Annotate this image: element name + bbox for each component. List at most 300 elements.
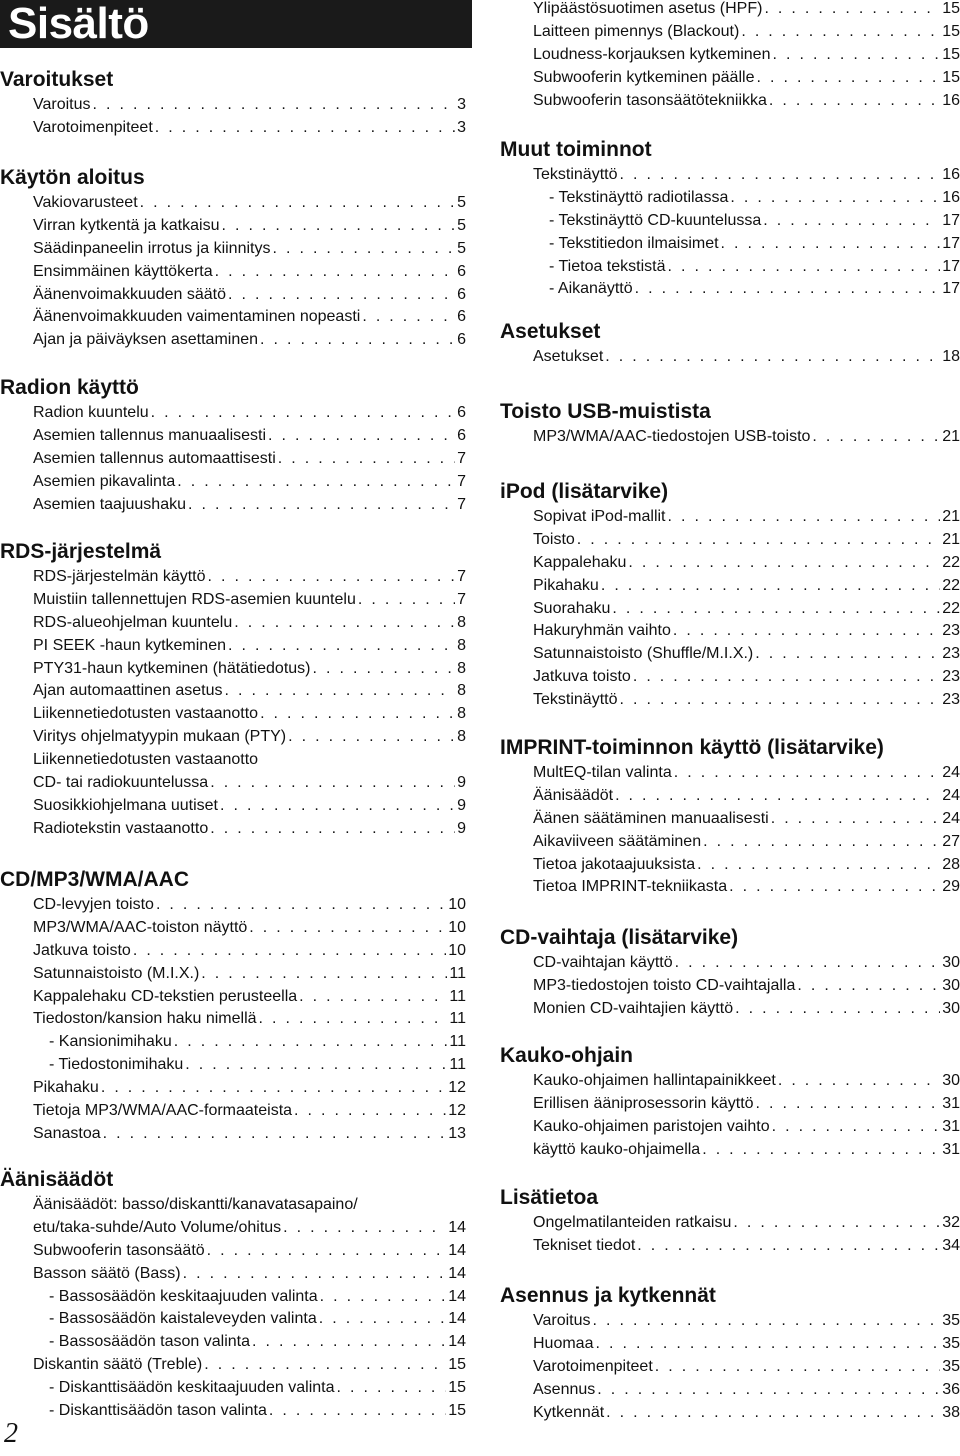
toc-entry	[33, 284, 466, 307]
dot-leader	[595, 1333, 940, 1356]
toc-entry	[33, 963, 466, 986]
section-heading: CD/MP3/WMA/AAC	[0, 868, 189, 891]
toc-entry	[33, 261, 466, 284]
entry-page: 8	[457, 682, 466, 700]
entry-title: Liikennetiedotusten vastaanotto	[33, 705, 259, 723]
entry-title: Varoitus	[533, 1312, 591, 1329]
entry-page: 30	[942, 954, 960, 971]
dot-leader	[668, 256, 941, 279]
toc-entry	[533, 1356, 960, 1379]
dot-leader	[721, 233, 941, 256]
dot-leader	[260, 329, 455, 352]
toc-entry	[33, 1377, 466, 1400]
toc-entry	[33, 658, 466, 681]
entry-page: 35	[942, 1357, 960, 1375]
section-heading: Muut toiminnot	[500, 138, 652, 161]
entry-title: Pikahaku	[33, 1079, 99, 1097]
entry-page: 14	[448, 1218, 466, 1236]
entry-title: Viritys ohjelmatyypin mukaan (PTY)	[33, 728, 287, 746]
entry-list	[500, 1070, 960, 1162]
section-heading: Radion käyttö	[0, 376, 139, 399]
entry-title: - Diskanttisäädön keskitaajuuden valinta	[49, 1379, 335, 1397]
entry-page: 5	[457, 194, 466, 211]
entry-page: 8	[457, 705, 466, 723]
toc-entry	[533, 21, 960, 44]
toc-section	[500, 478, 960, 712]
section-heading: Asetukset	[500, 320, 601, 343]
dot-leader	[224, 680, 455, 703]
entry-title: - Tekstinäyttö radiotilassa	[549, 188, 729, 206]
entry-title: Monien CD-vaihtajien käyttö	[533, 999, 734, 1017]
entry-list	[500, 426, 960, 449]
entry-page: 16	[942, 166, 960, 183]
entry-title: Kauko-ohjaimen paristojen vaihto	[533, 1117, 770, 1135]
dot-leader	[288, 726, 455, 749]
toc-section	[500, 0, 960, 112]
entry-title: käyttö kauko-ohjaimella	[533, 1140, 701, 1158]
entry-title: MP3-tiedostojen toisto CD-vaihtajalla	[533, 976, 796, 994]
dot-leader	[151, 402, 455, 425]
entry-title: RDS-alueohjelman kuuntelu	[33, 613, 233, 631]
dot-leader	[615, 785, 940, 808]
entry-page: 10	[448, 918, 466, 936]
entry-page: 24	[942, 786, 960, 804]
entry-page: 6	[457, 262, 466, 280]
entry-page: 15	[942, 68, 960, 86]
dot-leader	[358, 589, 455, 612]
toc-entry	[33, 986, 466, 1009]
entry-page: 6	[457, 285, 466, 303]
entry-page: 7	[457, 495, 466, 513]
toc-entry	[33, 192, 466, 215]
entry-page: 11	[449, 964, 466, 982]
entry-page: 14	[448, 1241, 466, 1259]
section-heading: Varoitukset	[0, 68, 114, 91]
dot-leader	[103, 1123, 447, 1146]
entry-title: Ylipäästösuotimen asetus (HPF)	[533, 0, 763, 17]
dot-leader	[655, 1356, 940, 1379]
entry-page: 27	[942, 832, 960, 850]
entry-list	[500, 1310, 960, 1424]
toc-entry	[33, 238, 466, 261]
dot-leader	[319, 1308, 446, 1331]
entry-title: MP3/WMA/AAC-tiedostojen USB-toisto	[533, 428, 811, 445]
dot-leader	[741, 21, 940, 44]
entry-page: 35	[942, 1312, 960, 1329]
entry-title: Äänenvoimakkuuden säätö	[33, 285, 227, 303]
dot-leader	[140, 192, 455, 215]
entry-page: 30	[942, 999, 960, 1017]
dot-leader	[633, 666, 940, 689]
dot-leader	[208, 566, 456, 589]
toc-entry	[33, 117, 466, 140]
entry-page: 22	[942, 599, 960, 617]
toc-entry	[533, 426, 960, 449]
toc-entry	[33, 795, 466, 818]
entry-title: etu/taka-suhde/Auto Volume/ohitus	[33, 1218, 282, 1236]
entry-title: Diskantin säätö (Treble)	[33, 1356, 203, 1374]
toc-entry	[533, 1402, 960, 1425]
dot-leader	[210, 818, 455, 841]
toc-entry	[533, 233, 960, 256]
entry-page: 9	[457, 796, 466, 814]
toc-entry	[33, 818, 466, 841]
entry-page: 28	[942, 855, 960, 873]
entry-page: 3	[457, 118, 466, 136]
dot-leader	[769, 90, 940, 113]
entry-page: 21	[942, 530, 960, 548]
entry-list	[500, 1212, 960, 1258]
entry-page: 8	[457, 613, 466, 631]
toc-section	[0, 538, 466, 841]
toc-entry	[533, 666, 960, 689]
entry-page: 24	[942, 764, 960, 781]
dot-leader	[252, 1331, 446, 1354]
entry-list	[500, 952, 960, 1021]
entry-page: 6	[457, 426, 466, 444]
entry-page: 15	[448, 1356, 466, 1374]
entry-title: Asennus	[533, 1380, 596, 1398]
entry-page: 10	[448, 896, 466, 913]
toc-section	[0, 1166, 466, 1423]
entry-title: Liikennetiedotusten vastaanotto	[33, 751, 259, 769]
entry-title: RDS-järjestelmän käyttö	[33, 568, 206, 585]
section-heading: iPod (lisätarvike)	[500, 480, 669, 503]
section-heading: RDS-järjestelmä	[0, 540, 162, 563]
toc-entry	[533, 256, 960, 279]
entry-page: 36	[942, 1380, 960, 1398]
entry-page: 15	[942, 0, 960, 17]
toc-entry	[33, 471, 466, 494]
entry-title: - Bassosäädön tason valinta	[49, 1333, 251, 1351]
entry-title: Tiedoston/kansion haku nimellä	[33, 1010, 257, 1028]
entry-title: Hakuryhmän vaihto	[533, 622, 671, 640]
entry-title: Ongelmatilanteiden ratkaisu	[533, 1214, 732, 1231]
entry-title: Asemien tallennus manuaalisesti	[33, 426, 267, 444]
toc-entry	[533, 762, 960, 785]
entry-page: 5	[457, 239, 466, 257]
dot-leader	[735, 998, 940, 1021]
entry-title: CD- tai radiokuuntelussa	[33, 774, 209, 792]
entry-title: Subwooferin tasonsäätö	[33, 1241, 205, 1259]
toc-section	[500, 1184, 960, 1258]
dot-leader	[812, 426, 940, 449]
entry-title: - Tekstitiedon ilmaisimet	[549, 234, 719, 252]
dot-leader	[675, 952, 941, 975]
dot-leader	[764, 0, 940, 21]
entry-title: Tietoja MP3/WMA/AAC-formaateista	[33, 1102, 293, 1120]
entry-title: - Diskanttisäädön tason valinta	[49, 1402, 267, 1420]
dot-leader	[177, 471, 455, 494]
entry-title: Sanastoa	[33, 1124, 101, 1142]
entry-title: Äänen säätäminen manuaalisesti	[533, 809, 769, 827]
dot-leader	[283, 1217, 446, 1240]
entry-list	[0, 566, 466, 841]
toc-entry	[33, 425, 466, 448]
entry-list	[500, 762, 960, 899]
dot-leader	[204, 1354, 446, 1377]
dot-leader	[703, 831, 940, 854]
toc-entry	[33, 1077, 466, 1100]
dot-leader	[294, 1100, 446, 1123]
entry-title: - Bassosäädön kaistaleveyden valinta	[49, 1310, 317, 1328]
toc-entry	[33, 1286, 466, 1309]
toc-entry	[33, 1354, 466, 1377]
entry-list	[0, 1194, 466, 1423]
dot-leader	[337, 1377, 447, 1400]
entry-page: 23	[942, 691, 960, 709]
dot-leader	[756, 67, 940, 90]
toc-entry	[33, 1308, 466, 1331]
entry-title: Toisto	[533, 530, 575, 548]
dot-leader	[234, 612, 455, 635]
dot-leader	[606, 1402, 940, 1425]
dot-leader	[101, 1077, 446, 1100]
toc-entry	[533, 854, 960, 877]
entry-title: Subwooferin tasonsäätötekniikka	[533, 91, 767, 109]
entry-title: Tietoa jakotaajuuksista	[533, 855, 696, 873]
dot-leader	[188, 494, 455, 517]
entry-title: - Tietoa tekstistä	[549, 257, 666, 275]
toc-entry	[533, 278, 960, 301]
dot-leader	[668, 506, 941, 529]
toc-entry	[33, 772, 466, 795]
entry-title: MP3/WMA/AAC-toiston näyttö	[33, 918, 248, 936]
toc-section	[500, 1282, 960, 1424]
toc-entry	[33, 589, 466, 612]
toc-entry	[33, 94, 466, 117]
section-heading: IMPRINT-toiminnon käyttö (lisätarvike)	[500, 736, 884, 759]
entry-page: 12	[448, 1079, 466, 1097]
dot-leader	[635, 278, 941, 301]
toc-entry	[533, 346, 960, 369]
toc-entry	[33, 749, 466, 772]
dot-leader	[278, 448, 455, 471]
entry-title: Radion kuuntelu	[33, 404, 149, 421]
toc-entry	[33, 329, 466, 352]
entry-title: Kauko-ohjaimen hallintapainikkeet	[533, 1072, 776, 1089]
entry-page: 22	[942, 576, 960, 594]
entry-page: 17	[942, 234, 960, 252]
entry-title: - Bassosäädön keskitaajuuden valinta	[49, 1287, 318, 1305]
entry-page: 13	[448, 1124, 466, 1142]
dot-leader	[133, 940, 446, 963]
toc-entry	[533, 598, 960, 621]
dot-leader	[772, 1116, 941, 1139]
toc-entry	[33, 1217, 466, 1240]
entry-list	[0, 94, 466, 140]
toc-section	[0, 164, 466, 352]
entry-page: 12	[448, 1102, 466, 1120]
toc-entry	[533, 1333, 960, 1356]
toc-entry	[533, 975, 960, 998]
dot-leader	[772, 44, 940, 67]
dot-leader	[755, 643, 940, 666]
entry-page: 17	[942, 280, 960, 298]
entry-title: Asemien pikavalinta	[33, 472, 176, 490]
entry-page: 23	[942, 622, 960, 640]
entry-title: CD-levyjen toisto	[33, 896, 154, 913]
page-title: Sisältö	[0, 0, 472, 48]
toc-entry	[33, 703, 466, 726]
entry-title: PI SEEK -haun kytkeminen	[33, 636, 226, 654]
dot-leader	[210, 772, 455, 795]
toc-entry	[533, 998, 960, 1021]
toc-entry	[533, 164, 960, 187]
entry-title: Sopivat iPod-mallit	[533, 508, 666, 525]
dot-leader	[619, 689, 940, 712]
entry-page: 15	[448, 1379, 466, 1397]
entry-title: Basson säätö (Bass)	[33, 1264, 181, 1282]
dot-leader	[597, 1379, 940, 1402]
entry-list	[500, 506, 960, 712]
dot-leader	[619, 164, 940, 187]
entry-page: 23	[942, 645, 960, 663]
dot-leader	[228, 635, 455, 658]
entry-page: 30	[942, 976, 960, 994]
entry-page: 35	[942, 1334, 960, 1352]
dot-leader	[272, 238, 455, 261]
entry-page: 31	[942, 1140, 960, 1158]
entry-page: 8	[457, 728, 466, 746]
entry-list	[0, 402, 466, 516]
entry-title: MultEQ-tilan valinta	[533, 764, 672, 781]
entry-title: Loudness-korjauksen kytkeminen	[533, 45, 771, 63]
entry-title: Varoitus	[33, 96, 91, 113]
page-number: 2	[4, 1418, 18, 1449]
entry-title: Huomaa	[533, 1334, 594, 1352]
entry-page: 16	[942, 188, 960, 206]
entry-title: Suosikkiohjelmana uutiset	[33, 796, 218, 814]
entry-page: 9	[457, 774, 466, 792]
entry-page: 29	[942, 878, 960, 896]
toc-entry	[533, 552, 960, 575]
section-heading: Lisätietoa	[500, 1186, 599, 1209]
entry-page: 11	[449, 1056, 466, 1074]
dot-leader	[612, 598, 940, 621]
toc-section	[500, 734, 960, 899]
entry-page: 7	[457, 590, 466, 608]
dot-leader	[601, 575, 940, 598]
entry-page: 24	[942, 809, 960, 827]
dot-leader	[155, 117, 455, 140]
toc-entry	[533, 0, 960, 21]
entry-page: 9	[457, 819, 466, 837]
toc-entry	[33, 1123, 466, 1146]
dot-leader	[733, 1212, 940, 1235]
entry-page: 7	[457, 472, 466, 490]
entry-page: 18	[942, 348, 960, 365]
toc-entry	[533, 1139, 960, 1162]
toc-entry	[533, 67, 960, 90]
entry-title: Erillisen ääniprosessorin käyttö	[533, 1094, 754, 1112]
entry-title: - Tekstinäyttö CD-kuuntelussa	[549, 211, 762, 229]
entry-title: PTY31-haun kytkeminen (hätätiedotus)	[33, 659, 311, 677]
section-heading: Kauko-ohjain	[500, 1044, 634, 1067]
toc-entry	[33, 215, 466, 238]
toc-entry	[533, 210, 960, 233]
toc-entry	[33, 894, 466, 917]
entry-page: 15	[448, 1402, 466, 1420]
entry-page: 31	[942, 1094, 960, 1112]
dot-leader	[577, 529, 940, 552]
entry-title: Aikaviiveen säätäminen	[533, 832, 702, 850]
entry-title: Kytkennät	[533, 1403, 605, 1421]
entry-page: 32	[942, 1214, 960, 1231]
dot-leader	[756, 1093, 941, 1116]
dot-leader	[207, 1240, 447, 1263]
entry-title: Tekstinäyttö	[533, 691, 618, 709]
toc-entry	[33, 940, 466, 963]
dot-leader	[593, 1310, 941, 1333]
toc-entry	[33, 1400, 466, 1423]
toc-entry	[533, 620, 960, 643]
dot-leader	[763, 210, 940, 233]
entry-title: Satunnaistoisto (Shuffle/M.I.X.)	[533, 645, 754, 663]
toc-entry	[33, 402, 466, 425]
dot-leader	[702, 1139, 940, 1162]
toc-entry	[533, 1116, 960, 1139]
dot-leader	[156, 894, 446, 917]
entry-page: 38	[942, 1403, 960, 1421]
toc-entry	[533, 952, 960, 975]
entry-title: Muistiin tallennettujen RDS-asemien kuuntelu	[33, 590, 356, 608]
entry-title: Tietoa IMPRINT-tekniikasta	[533, 878, 728, 896]
entry-page: 17	[942, 257, 960, 275]
entry-page: 11	[449, 1033, 466, 1051]
entry-title: Jatkuva toisto	[33, 941, 131, 959]
entry-title: Ajan ja päiväyksen asettaminen	[33, 331, 259, 349]
entry-list	[0, 894, 466, 1146]
toc-section	[500, 136, 960, 301]
toc-entry	[533, 785, 960, 808]
toc-entry	[533, 1093, 960, 1116]
dot-leader	[299, 986, 447, 1009]
dot-leader	[249, 917, 446, 940]
toc-section	[0, 374, 466, 516]
entry-page: 3	[457, 96, 466, 113]
entry-title: Radiotekstin vastaanotto	[33, 819, 209, 837]
entry-page: 21	[942, 428, 960, 445]
toc-entry	[33, 566, 466, 589]
entry-title: Tekstinäyttö	[533, 166, 618, 183]
dot-leader	[215, 261, 455, 284]
dot-leader	[228, 284, 455, 307]
toc-section	[500, 318, 960, 369]
dot-leader	[362, 306, 455, 329]
entry-page: 11	[449, 1010, 466, 1028]
toc-entry	[533, 44, 960, 67]
entry-title: Suorahaku	[533, 599, 611, 617]
toc-entry	[33, 1054, 466, 1077]
dot-leader	[93, 94, 456, 117]
dot-leader	[730, 187, 940, 210]
toc-entry	[533, 187, 960, 210]
toc-entry	[533, 529, 960, 552]
entry-page: 30	[942, 1072, 960, 1089]
entry-title: Asemien tallennus automaattisesti	[33, 449, 276, 467]
toc-entry	[533, 575, 960, 598]
dot-leader	[320, 1286, 447, 1309]
toc-section	[500, 924, 960, 1021]
entry-title: CD-vaihtajan käyttö	[533, 954, 673, 971]
dot-leader	[185, 1054, 447, 1077]
toc-entry	[533, 1070, 960, 1093]
toc-entry	[33, 1100, 466, 1123]
section-heading: CD-vaihtaja (lisätarvike)	[500, 926, 739, 949]
entry-title: Äänenvoimakkuuden vaimentaminen nopeasti	[33, 308, 361, 326]
toc-entry	[33, 1263, 466, 1286]
